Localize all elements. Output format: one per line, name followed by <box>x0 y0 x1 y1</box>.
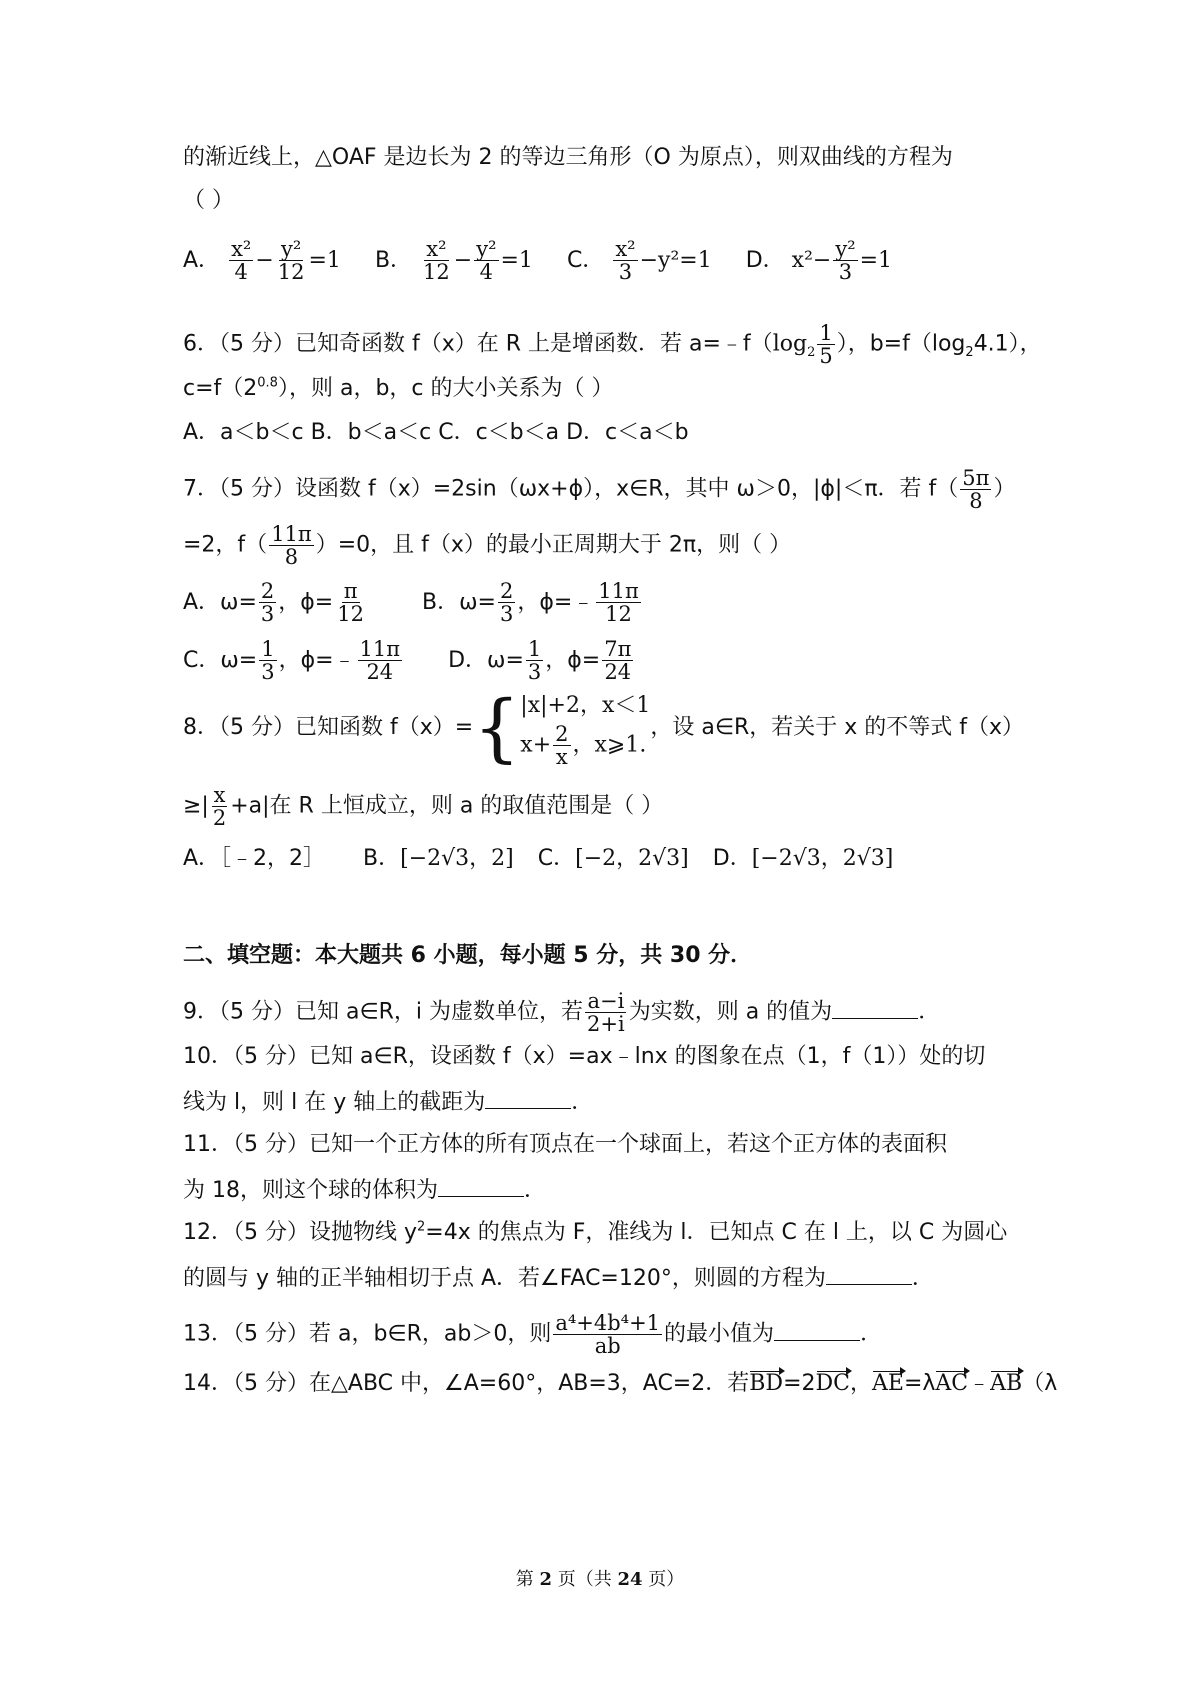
q11-line1: 11．（5 分）已知一个正方体的所有顶点在一个球面上，若这个正方体的表面积 <box>183 1132 947 1157</box>
q8-options <box>183 848 893 870</box>
q7-options-cd <box>183 638 635 683</box>
q10-line1: 10．（5 分）已知 a∈R，设函数 f（x）=ax﹣lnx 的图象在点（1，f（1））处的切 <box>183 1044 986 1069</box>
q11-line2: 为 18，则这个球的体积为 ． <box>183 1178 547 1203</box>
q9: 9．（5 分）已知 a∈R，i 为虚数单位，若 $\frac{a-i}{2+i}$ 为实数，则 a 的值为 ． <box>183 989 941 1037</box>
vector-ae: AE <box>872 1371 904 1396</box>
answer-blank <box>485 1090 571 1109</box>
q14: 14．（5 分）在△ABC 中，∠A=60°，AB=3，AC=2．若BD=2DC，AE=λAC﹣AB（λ <box>183 1371 1058 1396</box>
q7-options-ab <box>183 580 643 625</box>
q8-line2: ≥| $\frac{x}{2}$ +a|在 R 上恒成立，则 a 的取值范围是（ ） <box>183 783 664 831</box>
q13: 13．（5 分）若 a，b∈R，ab＞0，则 $\frac{\text{a⁴+4b⁴+1}}{ab}$ 的最小值为 ． <box>183 1311 883 1359</box>
page-footer: 第 2 页（共 24 页） <box>515 1569 685 1590</box>
q8-option-d: D．[−2√3，2√3] <box>712 846 894 871</box>
q8-option-c: C．[−2，2√3] <box>537 846 689 871</box>
q8-line1: 8．（5 分）已知函数 f（x）={ |x|+2，x＜1 x+ $\frac{2}{x}$ ，x⩾1. ，设 a∈R，若关于 x 的不等式 f（x） <box>183 685 1025 772</box>
q6-line2: $c=f(2^{0.8})$，则 a，b，c 的大小关系为（ ） <box>183 375 614 401</box>
section-heading: 二、填空题：本大题共 6 小题，每小题 5 分，共 30 分． <box>183 943 753 968</box>
vector-ac: AC <box>935 1371 969 1396</box>
answer-blank <box>438 1178 524 1197</box>
q7-line1: 7．（5 分）设函数 f（x）=2sin（ωx+ϕ），x∈R，其中 ω＞0，|ϕ|＜π．若 f（ $\frac{5\pi}{8}$ ） <box>183 466 1016 514</box>
brace-icon: { <box>473 685 521 772</box>
q6-options: A．a＜b＜c B．b＜a＜c C．c＜b＜a D．c＜a＜b <box>183 420 689 445</box>
q7-line2: =2，f（ $\frac{11\pi}{8}$ ）=0，且 f（x）的最小正周期大于 2π，则（ ） <box>183 522 792 570</box>
q7-option-a: A．ω= $\frac{2}{3}$ ，ϕ= $\frac{\pi}{12}$ <box>183 579 364 627</box>
q8-option-a: A．［﹣2，2］ <box>183 846 326 871</box>
q5-option-d: D． x²− $\frac{\text{y²}}{3}$ =1 <box>745 237 893 285</box>
answer-blank <box>832 1000 918 1019</box>
page-number: 2 <box>539 1569 552 1590</box>
q6-line1: 6．（5 分）已知奇函数 f（x）在 R 上是增函数．若 $a=﹣f(\log_2$ $\frac{1}{5}$ ），$b=f(\log_24.1)$， <box>183 321 1042 369</box>
q12-line2: 的圆与 y 轴的正半轴相切于点 A．若∠FAC=120°，则圆的方程为 ． <box>183 1266 934 1291</box>
answer-blank <box>774 1322 860 1341</box>
q5-options <box>183 238 892 283</box>
vector-dc: DC <box>815 1371 850 1396</box>
q5-option-b: B． $\frac{\text{x²}}{12}$ − $\frac{\text{y²}}{4}$ =1 <box>374 237 533 285</box>
q7-option-d: D．ω= $\frac{1}{3}$ ，ϕ= $\frac{7\pi}{24}$ <box>448 637 632 685</box>
q7-option-c: C．ω= $\frac{1}{3}$ ，ϕ=﹣ $\frac{11\pi}{24}$ <box>183 637 401 685</box>
page-total: 24 <box>617 1569 643 1590</box>
vector-bd: BD <box>749 1371 784 1396</box>
q8-option-b: B．[−2√3，2] <box>363 846 514 871</box>
q5-option-c: C． $\frac{\text{x²}}{3}$ −y²=1 <box>566 237 712 285</box>
q7-option-b: B．ω= $\frac{2}{3}$ ，ϕ=﹣ $\frac{11\pi}{12}$ <box>421 579 639 627</box>
q12-line1: 12．（5 分）设抛物线 $y^2=4x$ 的焦点为 F，准线为 l．已知点 C 在 l 上，以 C 为圆心 <box>183 1219 1008 1245</box>
vector-ab: AB <box>990 1371 1023 1396</box>
q5-line1: 的渐近线上，△OAF 是边长为 2 的等边三角形（O 为原点），则双曲线的方程为 <box>183 145 953 170</box>
q10-line2: 线为 l，则 l 在 y 轴上的截距为 ． <box>183 1090 594 1115</box>
q8-case1: |x|+2，x＜1 <box>520 693 651 718</box>
q5-option-a: A． $\frac{\text{x²}}{4}$ − $\frac{\text{y²}}{12}$ =1 <box>183 237 341 285</box>
answer-blank <box>826 1266 912 1285</box>
q5-paren: （ ） <box>183 188 234 213</box>
q8-case2: x+ $\frac{2}{x}$ ，x⩾1. <box>520 722 647 770</box>
